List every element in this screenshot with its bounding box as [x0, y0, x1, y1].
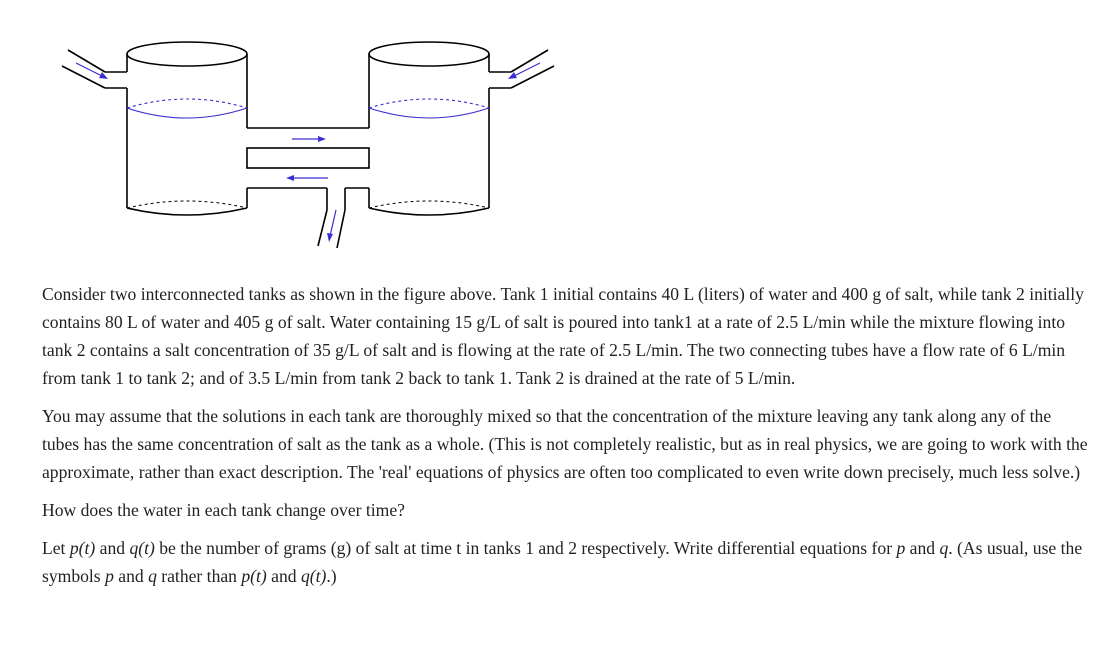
problem-statement: [42, 280, 1092, 600]
connecting-tubes: [247, 128, 369, 188]
inflow-pipe-1: [62, 50, 127, 88]
problem-question: How does the water in each tank change over time?: [42, 500, 405, 520]
instruction-text: . (As usual, use the symbols: [42, 538, 1083, 586]
drain-arrow: [327, 210, 336, 242]
water-surface-tank-1: [127, 99, 247, 118]
tank-2: [369, 42, 489, 215]
inflow-pipe-2: [489, 50, 554, 88]
math-p-of-t: p(t): [69, 538, 96, 558]
instruction-text: and: [95, 538, 130, 558]
math-q: q: [148, 566, 157, 586]
math-q-of-t: q(t): [129, 538, 155, 558]
math-p: p: [105, 566, 114, 586]
math-p: p: [896, 538, 906, 558]
instruction-text: and: [905, 538, 940, 558]
water-surface-tank-2: [369, 99, 489, 118]
math-p-of-t: p(t): [241, 566, 267, 586]
instruction-text: be the number of grams (g) of salt at time t in tanks 1 and 2 respectively. Write differential equations for: [154, 538, 897, 558]
instruction-text: .): [326, 566, 337, 586]
two-tank-diagram: [60, 38, 560, 258]
instruction-text: and: [266, 566, 301, 586]
transfer-arrow-left: [286, 175, 328, 181]
drain-pipe: [318, 188, 345, 248]
instruction-text: Let: [42, 538, 70, 558]
tank-1: [127, 42, 247, 215]
instruction-text: and: [113, 566, 149, 586]
transfer-arrow-right: [292, 136, 326, 142]
instruction-text: rather than: [156, 566, 242, 586]
problem-paragraph-assumption: You may assume that the solutions in each tank are thoroughly mixed so that the concentration of the mixture leaving any tank along any of the tubes has the same concentration of salt as the tank as a whole. (This is not completely realistic, but as in real physics, we are going to work with the approximate, rather than exact description. The 'real' equations of physics are often too complicated to even write down precisely, much less solve.): [42, 406, 1088, 482]
problem-paragraph-setup: Consider two interconnected tanks as shown in the figure above. Tank 1 initial contains 40 L (liters) of water and 400 g of salt, while tank 2 initially contains 80 L of water and 405 g of salt. Water containing 15 g/L of salt is poured into tank1 at a rate of 2.5 L/min while the mixture flowing into tank 2 contains a salt concentration of 35 g/L of salt and is flowing at the rate of 2.5 L/min. The two connecting tubes have a flow rate of 6 L/min from tank 1 to tank 2; and of 3.5 L/min from tank 2 back to tank 1. Tank 2 is drained at the rate of 5 L/min.: [42, 284, 1084, 388]
math-q: q: [939, 538, 949, 558]
math-q-of-t: q(t): [300, 566, 327, 586]
problem-instruction: [42, 534, 1092, 590]
